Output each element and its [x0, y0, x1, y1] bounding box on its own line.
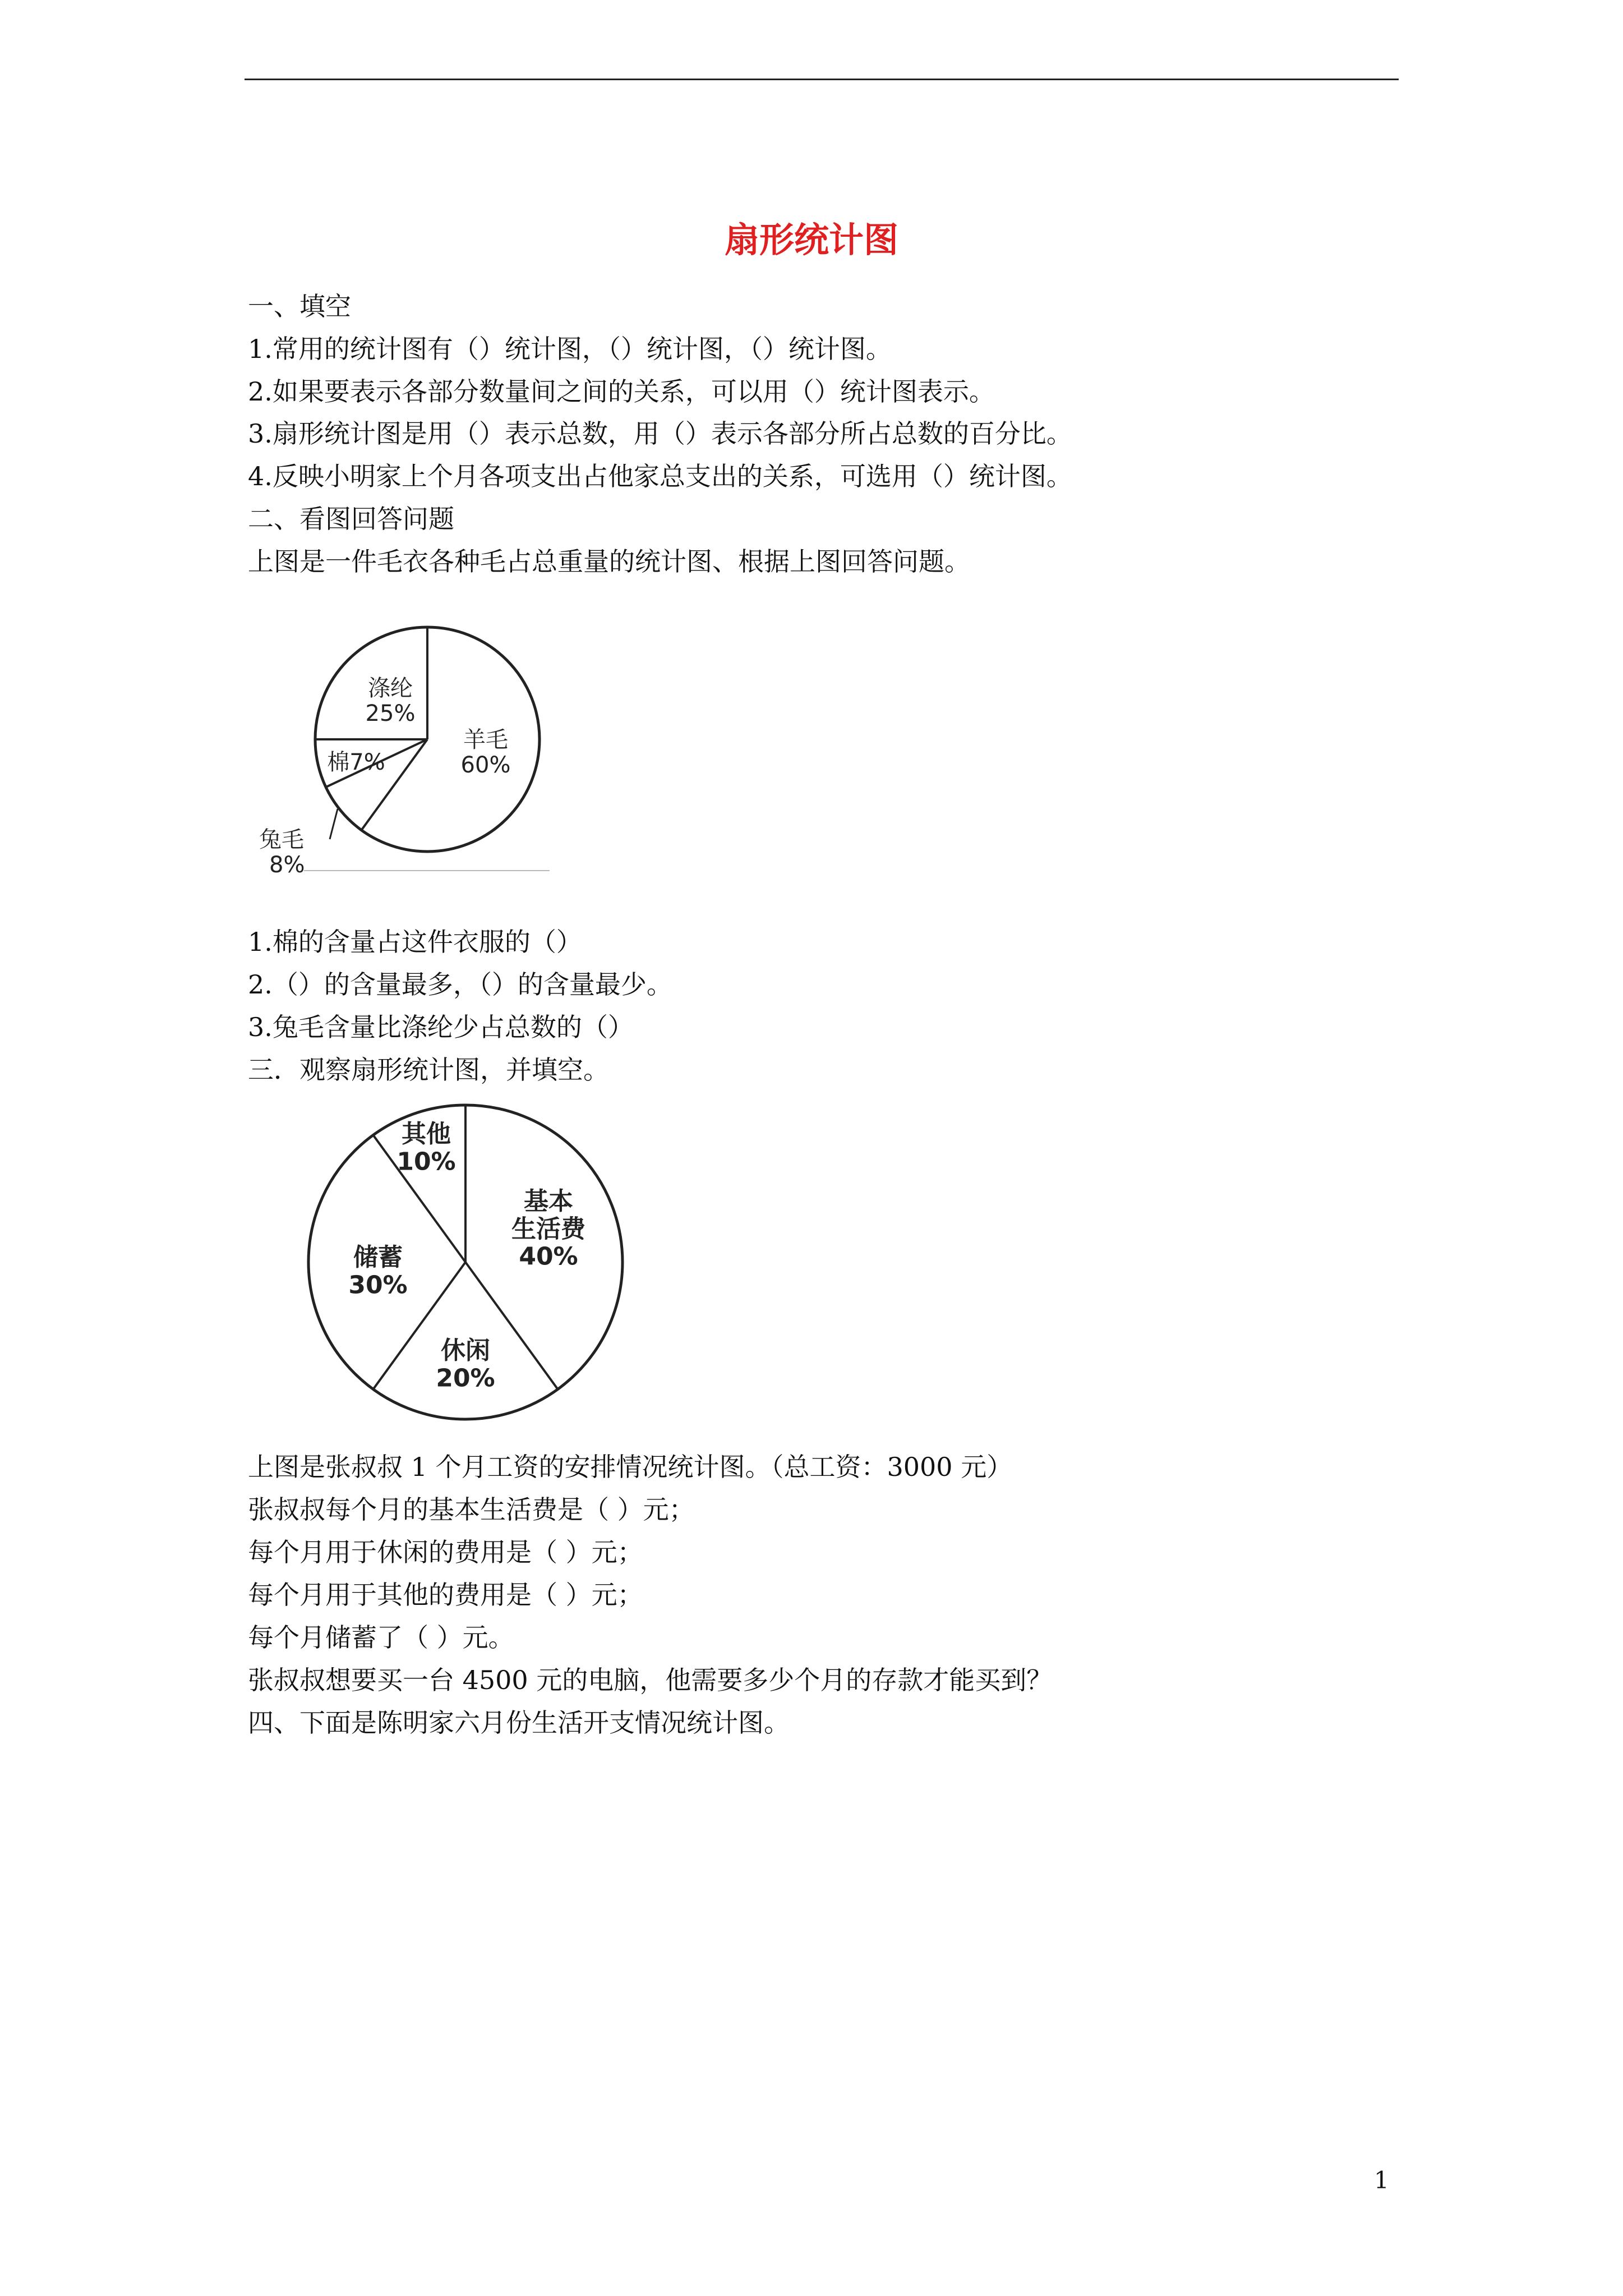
section3-intro: 上图是张叔叔 1 个月工资的安排情况统计图。（总工资：3000 元）	[248, 1452, 1013, 1482]
pie-label-line: 25%	[365, 700, 416, 726]
section4-heading: 四、下面是陈明家六月份生活开支情况统计图。	[248, 1708, 790, 1738]
section2-question-3: 3.兔毛含量比涤纶少占总数的（）	[248, 1012, 634, 1042]
pie-label-line: 40%	[519, 1242, 578, 1271]
section1-question-2: 2.如果要表示各部分数量间之间的关系，可以用（）统计图表示。	[248, 376, 995, 407]
section2-heading: 二、看图回答问题	[248, 504, 454, 534]
section2-intro: 上图是一件毛衣各种毛占总重量的统计图、根据上图回答问题。	[248, 546, 970, 577]
pie-label-line: 10%	[396, 1147, 456, 1176]
pie-label-line: 储蓄	[353, 1243, 403, 1272]
section3-question-2: 每个月用于休闲的费用是（ ）元；	[248, 1537, 643, 1567]
section1-heading: 一、填空	[248, 291, 351, 321]
pie-label-line: 棉7%	[327, 749, 385, 775]
section1-question-3: 3.扇形统计图是用（）表示总数，用（）表示各部分所占总数的百分比。	[248, 418, 1072, 449]
pie-label-line: 20%	[436, 1364, 495, 1393]
pie-slice-label	[327, 749, 385, 775]
page-title: 扇形统计图	[724, 219, 898, 260]
pie-label-line: 基本	[524, 1187, 573, 1216]
pie-slice-label	[259, 827, 305, 878]
pie-slice-label	[436, 1336, 495, 1392]
section2-question-1: 1.棉的含量占这件衣服的（）	[248, 927, 582, 957]
pie-slice-label	[511, 1187, 587, 1271]
pie-label-line: 生活费	[511, 1214, 585, 1244]
section2-question-2: 2.（）的含量最多，（）的含量最少。	[248, 969, 672, 1000]
section3-heading: 三．观察扇形统计图，并填空。	[248, 1055, 609, 1085]
pie-slice-label	[348, 1243, 407, 1299]
pie-label-line: 羊毛	[463, 727, 508, 753]
leader-line	[330, 809, 338, 839]
section1-question-4: 4.反映小明家上个月各项支出占他家总支出的关系，可选用（）统计图。	[248, 461, 1072, 491]
pie-label-line: 8%	[269, 852, 305, 878]
sweater-pie-chart	[247, 623, 561, 892]
pie-label-line: 涤纶	[368, 675, 413, 701]
pie-slice-label	[396, 1120, 455, 1176]
pie-label-line: 30%	[348, 1271, 408, 1300]
pie-slice-label	[461, 727, 511, 778]
pie-slice-label	[366, 675, 416, 726]
section1-question-1: 1.常用的统计图有（）统计图，（）统计图，（）统计图。	[248, 334, 892, 364]
page-number: 1	[1374, 2166, 1389, 2194]
section3-question-3: 每个月用于其他的费用是（ ）元；	[248, 1580, 643, 1610]
section3-question-4: 每个月储蓄了（ ）元。	[248, 1622, 514, 1653]
section3-question-5: 张叔叔想要买一台 4500 元的电脑，他需要多少个月的存款才能买到？	[248, 1665, 1053, 1695]
section3-question-1: 张叔叔每个月的基本生活费是（ ）元；	[248, 1494, 695, 1525]
pie-label-line: 兔毛	[259, 827, 304, 853]
header-rule	[245, 79, 1399, 80]
pie-label-line: 其他	[402, 1120, 451, 1148]
pie-label-line: 休闲	[441, 1336, 490, 1365]
pie-label-line: 60%	[460, 752, 511, 778]
salary-pie-chart	[303, 1099, 628, 1425]
